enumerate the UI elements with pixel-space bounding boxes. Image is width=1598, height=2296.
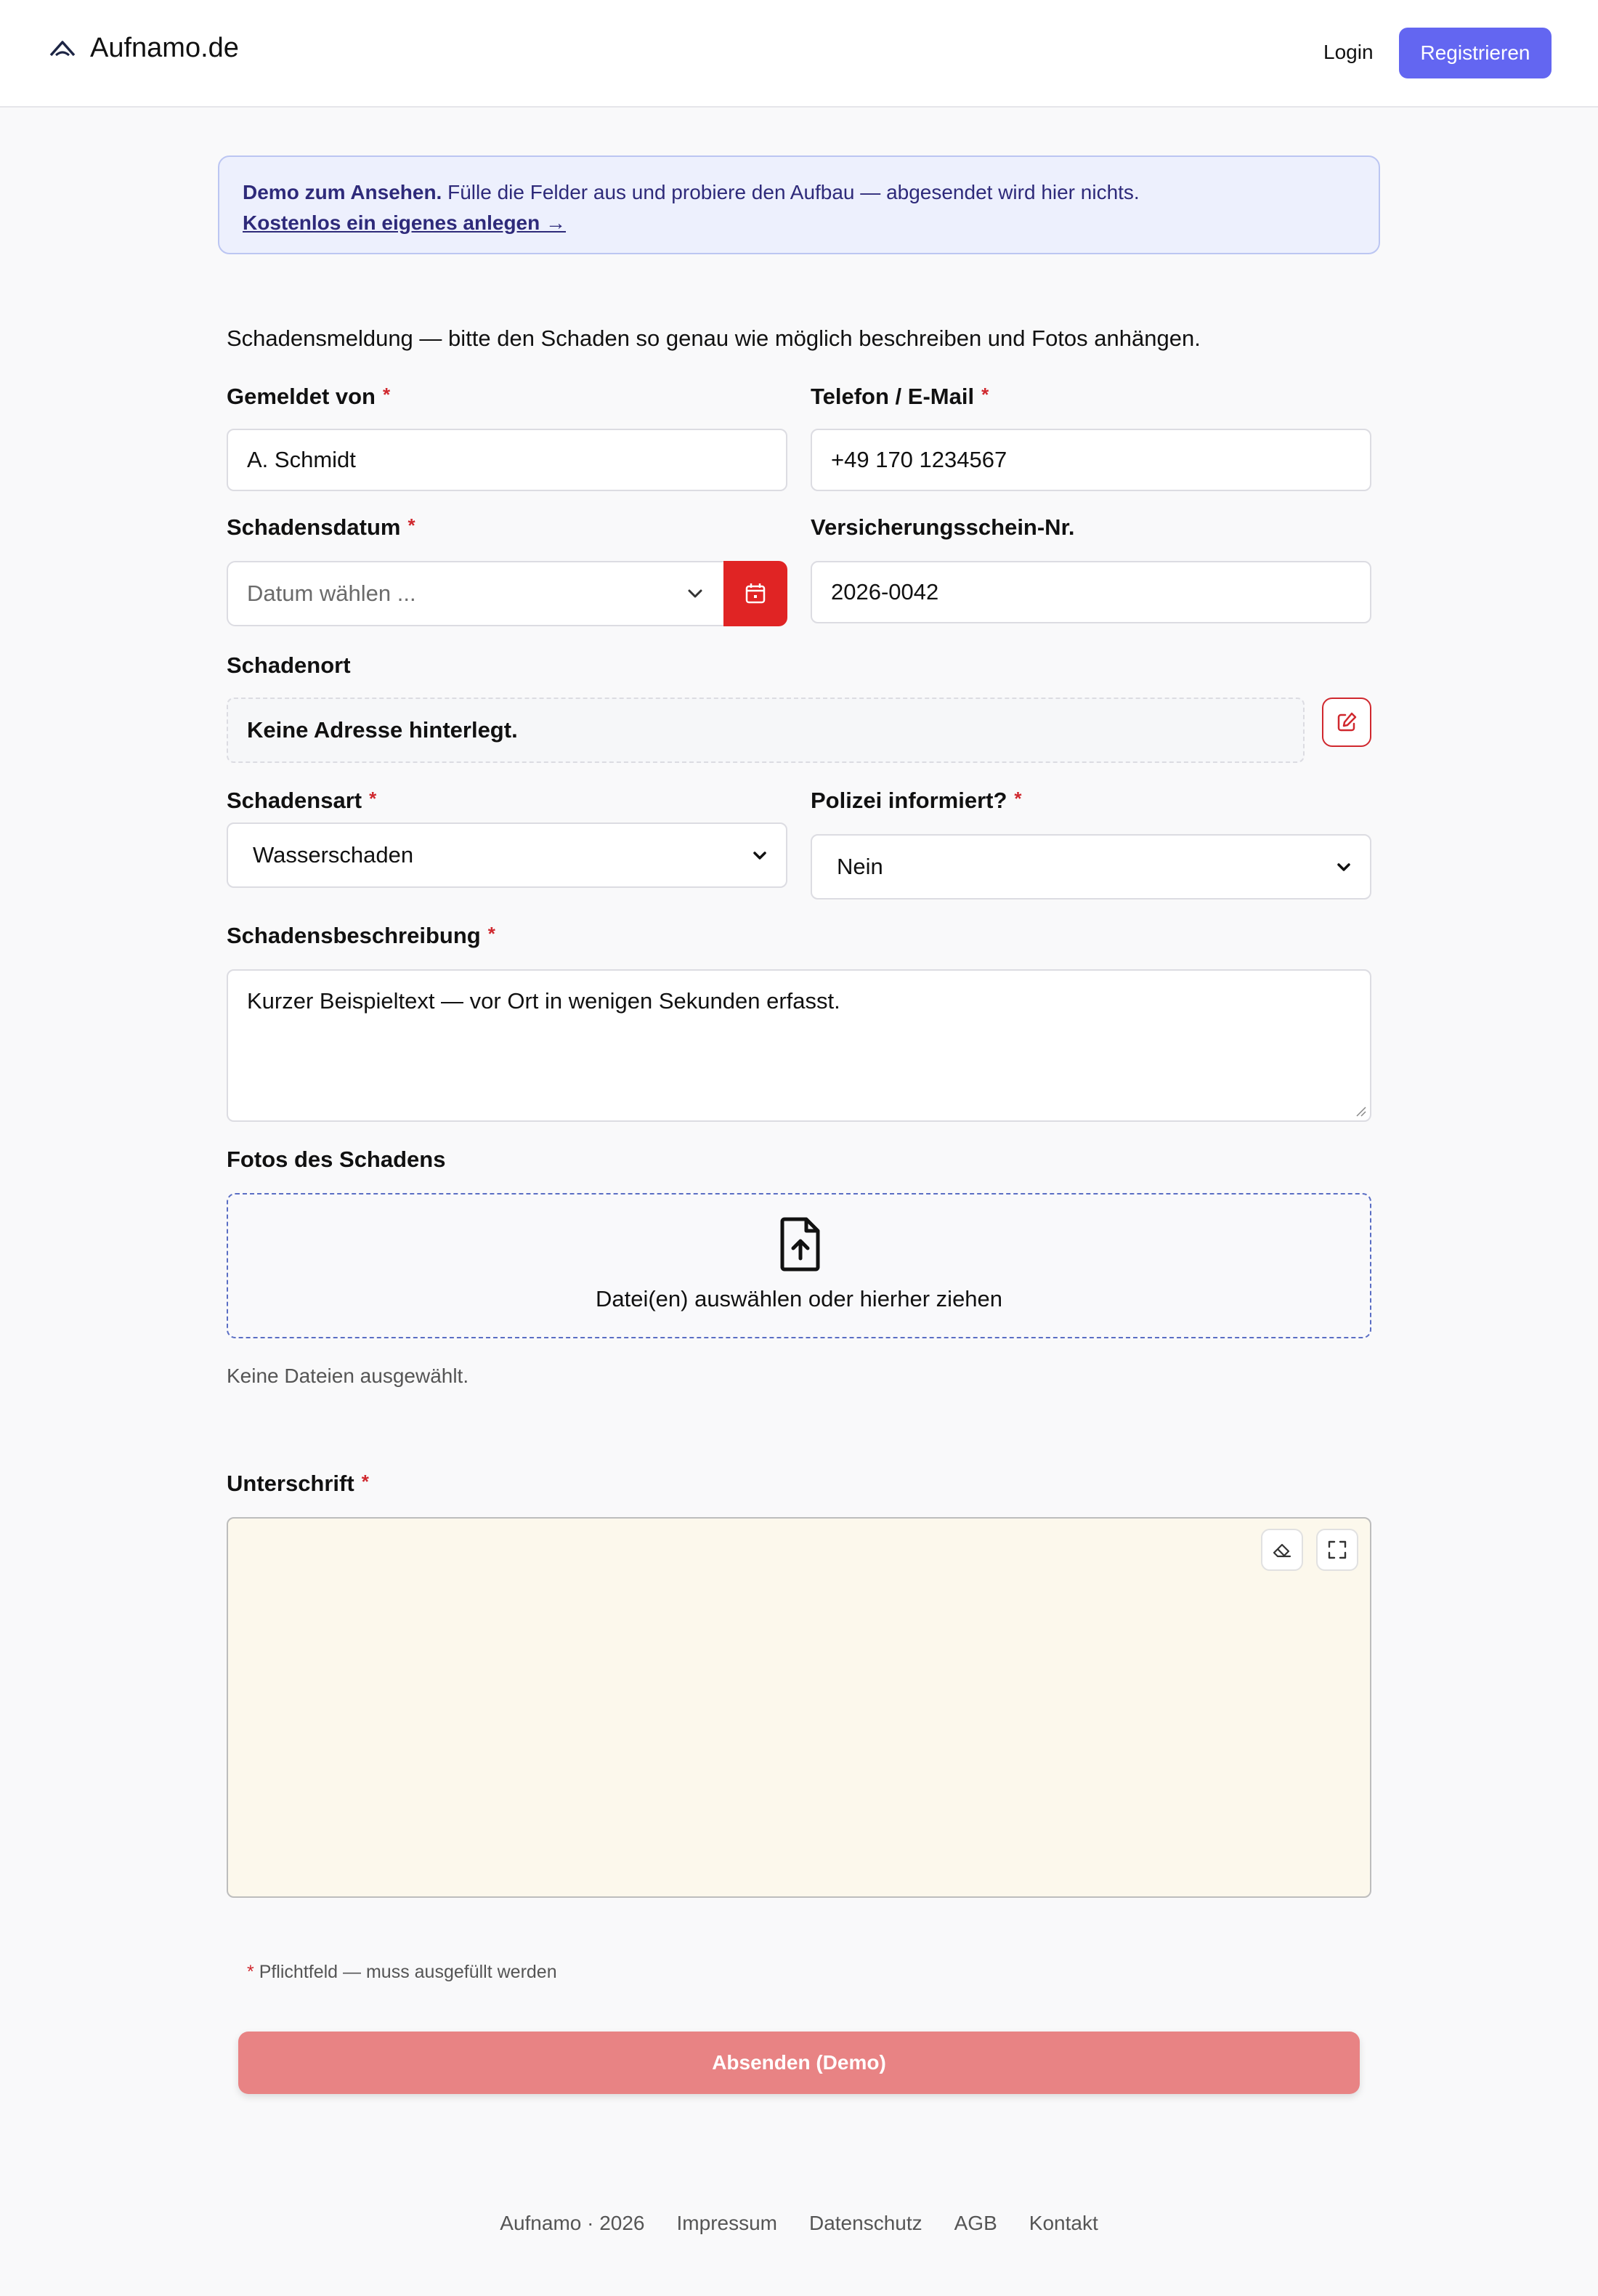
policy-number-value: 2026-0042 xyxy=(831,579,939,605)
damage-type-value: Wasserschaden xyxy=(253,842,414,868)
required-note-text: Pflichtfeld — muss ausgefüllt werden xyxy=(259,1962,557,1982)
create-own-link[interactable]: Kostenlos ein eigenes anlegen → xyxy=(243,211,567,234)
required-asterisk: * xyxy=(369,788,377,809)
damage-date-select[interactable] xyxy=(227,561,725,626)
damage-date-placeholder: Datum wählen ... xyxy=(247,581,416,606)
calendar-icon xyxy=(743,581,768,606)
fullscreen-signature-button[interactable] xyxy=(1316,1529,1358,1571)
reported-by-value: A. Schmidt xyxy=(247,447,356,472)
signature-pad[interactable] xyxy=(227,1517,1371,1898)
dropzone-text: Datei(en) auswählen oder hierher ziehen xyxy=(595,1286,1003,1311)
required-asterisk: * xyxy=(247,1962,254,1982)
chevron-down-icon xyxy=(1335,858,1352,876)
policy-number-input[interactable] xyxy=(811,561,1371,623)
file-status: Keine Dateien ausgewählt. xyxy=(227,1365,469,1387)
fullscreen-icon xyxy=(1326,1539,1348,1561)
brand-logo-icon xyxy=(46,32,78,64)
description-label xyxy=(227,923,495,949)
reported-by-input[interactable] xyxy=(227,429,787,491)
edit-icon xyxy=(1335,711,1358,734)
form-intro: Schadensmeldung — bitte den Schaden so genau wie möglich beschreiben und Fotos anhängen. xyxy=(227,326,1201,351)
reported-by-label-text: Gemeldet von xyxy=(227,384,376,409)
footer xyxy=(0,2212,1598,2235)
description-textarea[interactable] xyxy=(227,969,1371,1122)
footer-link-agb[interactable]: AGB xyxy=(954,2212,997,2234)
required-asterisk: * xyxy=(407,514,415,536)
required-asterisk: * xyxy=(981,384,989,405)
resize-handle-icon[interactable] xyxy=(1354,1104,1367,1117)
clear-signature-button[interactable] xyxy=(1261,1529,1303,1571)
demo-banner-text: Fülle die Felder aus und probiere den Aufbau — abgesendet wird hier nichts. xyxy=(442,181,1140,203)
policy-number-label xyxy=(811,514,1075,541)
address-display xyxy=(227,698,1305,763)
police-informed-value: Nein xyxy=(837,854,883,879)
calendar-button[interactable] xyxy=(723,561,787,626)
reported-by-label xyxy=(227,384,390,410)
address-value: Keine Adresse hinterlegt. xyxy=(247,717,518,743)
photos-label xyxy=(227,1147,445,1173)
required-asterisk: * xyxy=(361,1471,369,1492)
contact-label-text: Telefon / E-Mail xyxy=(811,384,975,409)
required-asterisk: * xyxy=(383,384,391,405)
brand-logo-link[interactable] xyxy=(46,32,239,64)
brand-name: Aufnamo.de xyxy=(90,32,239,63)
policy-number-label-text: Versicherungsschein-Nr. xyxy=(811,514,1075,540)
chevron-down-icon xyxy=(684,583,706,605)
eraser-icon xyxy=(1271,1539,1293,1561)
signature-label-text: Unterschrift xyxy=(227,1471,354,1496)
footer-link-impressum[interactable]: Impressum xyxy=(676,2212,777,2234)
footer-copyright: Aufnamo · 2026 xyxy=(500,2212,645,2234)
required-field-note xyxy=(247,1962,557,1983)
file-upload-icon xyxy=(777,1216,824,1272)
contact-value: +49 170 1234567 xyxy=(831,447,1007,472)
footer-link-datenschutz[interactable]: Datenschutz xyxy=(808,2212,922,2234)
required-asterisk: * xyxy=(1014,788,1022,809)
damage-type-label-text: Schadensart xyxy=(227,788,362,813)
location-label xyxy=(227,652,351,679)
description-value: Kurzer Beispieltext — vor Ort in wenigen Sekunden erfasst. xyxy=(247,988,840,1014)
police-informed-select[interactable] xyxy=(811,834,1371,900)
required-asterisk: * xyxy=(487,923,495,945)
police-informed-label-text: Polizei informiert? xyxy=(811,788,1007,813)
login-link[interactable]: Login xyxy=(1323,41,1374,63)
chevron-down-icon xyxy=(751,846,768,864)
damage-date-label xyxy=(227,514,415,541)
damage-type-select[interactable] xyxy=(227,822,787,888)
contact-input[interactable] xyxy=(811,429,1371,491)
demo-banner-title: Demo zum Ansehen. xyxy=(243,181,442,203)
contact-label xyxy=(811,384,989,410)
register-button[interactable]: Registrieren xyxy=(1399,28,1552,78)
location-label-text: Schadenort xyxy=(227,652,351,678)
damage-type-label xyxy=(227,788,376,814)
signature-label xyxy=(227,1471,369,1497)
top-navigation-bar xyxy=(0,0,1598,108)
photo-dropzone[interactable] xyxy=(227,1193,1371,1338)
description-label-text: Schadensbeschreibung xyxy=(227,923,481,948)
submit-button[interactable]: Absenden (Demo) xyxy=(238,2032,1360,2094)
photos-label-text: Fotos des Schadens xyxy=(227,1147,446,1172)
damage-date-label-text: Schadensdatum xyxy=(227,514,401,540)
police-informed-label xyxy=(811,788,1022,814)
edit-address-button[interactable] xyxy=(1322,698,1371,747)
footer-link-kontakt[interactable]: Kontakt xyxy=(1029,2212,1098,2234)
demo-banner xyxy=(218,155,1380,254)
